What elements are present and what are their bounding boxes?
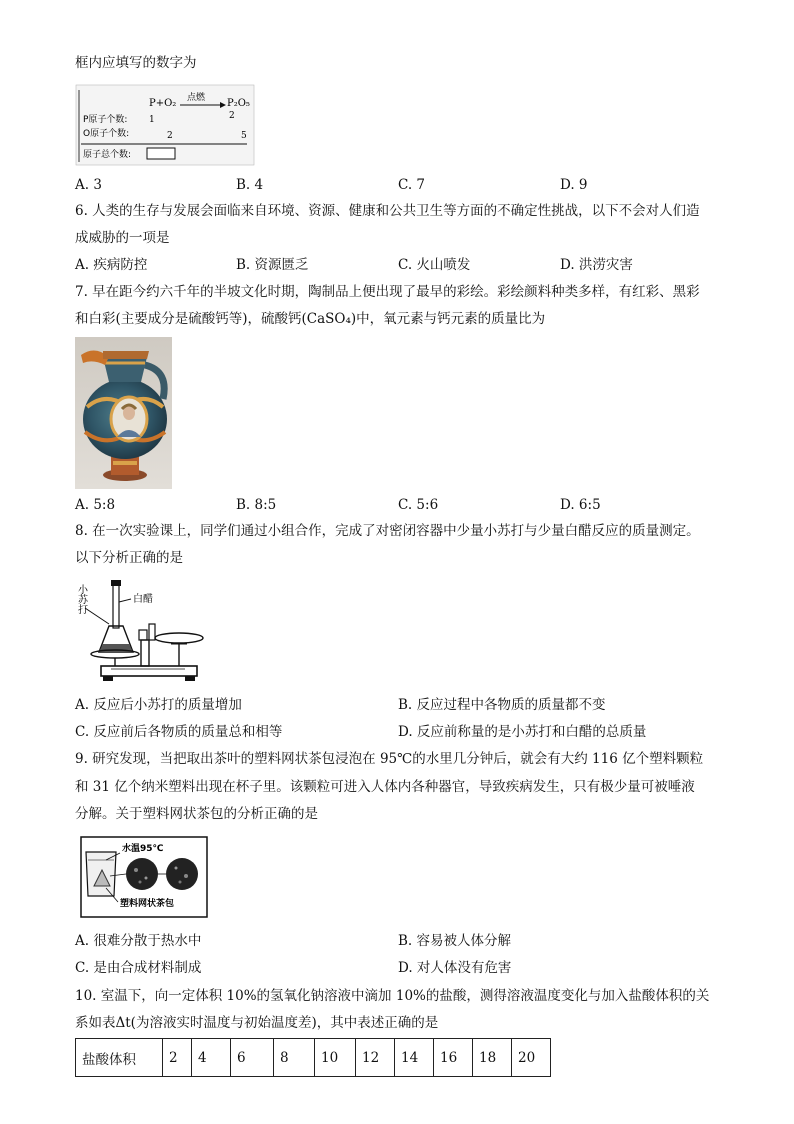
table-cell: 14 xyxy=(395,1039,434,1077)
q9-stem-line3: 分解。关于塑料网状茶包的分析正确的是 xyxy=(75,806,318,822)
q5-option-b: B. 4 xyxy=(236,177,264,193)
q8-stem-line1: 8. 在一次实验课上，同学们通过小组合作，完成了对密闭容器中少量小苏打与少量白醋反应的质量测定。 xyxy=(75,523,700,539)
arrow-label: 点燃 xyxy=(187,93,206,103)
table-cell: 12 xyxy=(356,1039,395,1077)
p-count-right: 2 xyxy=(229,111,235,121)
table-cell: 10 xyxy=(315,1039,356,1077)
acid-volume-table xyxy=(75,1038,551,1077)
q8-option-a: A. 反应后小苏打的质量增加 xyxy=(75,697,242,713)
o-count-label: O原子个数: xyxy=(83,129,130,139)
q6-stem-line1: 6. 人类的生存与发展会面临来自环境、资源、健康和公共卫生等方面的不确定性挑战，以下不会对人们造 xyxy=(75,203,700,219)
tea-bag-figure xyxy=(80,836,208,918)
q5-option-a: A. 3 xyxy=(75,177,102,193)
q8-option-d: D. 反应前称量的是小苏打和白醋的总质量 xyxy=(398,724,647,740)
tea-bag-label: 塑料网状茶包 xyxy=(120,899,175,909)
q6-option-d: D. 洪涝灾害 xyxy=(560,257,633,273)
q6-option-c: C. 火山喷发 xyxy=(398,257,471,273)
reaction-left: P+O₂ xyxy=(149,98,177,109)
table-cell: 20 xyxy=(512,1039,551,1077)
water-temp-label: 水温95℃ xyxy=(122,844,164,854)
q9-stem-line2: 和 31 亿个纳米塑料出现在杯子里。该颗粒可进入人体内各种器官，导致疾病发生，只有极少量可被唾液 xyxy=(75,779,695,795)
q7-option-a: A. 5:8 xyxy=(75,497,116,513)
table-row xyxy=(76,1039,551,1077)
q9-option-d: D. 对人体没有危害 xyxy=(398,960,512,976)
o-count-left: 2 xyxy=(167,131,173,141)
p-count-label: P原子个数: xyxy=(83,115,128,125)
reaction-right: P₂O₅ xyxy=(227,98,250,109)
answer-box xyxy=(147,148,175,159)
q10-stem-line2: 系如表Δt(为溶液实时温度与初始温度差)，其中表述正确的是 xyxy=(75,1015,439,1031)
table-cell: 16 xyxy=(434,1039,473,1077)
particle-micrograph-1 xyxy=(126,858,158,890)
table-header-cell: 盐酸体积 xyxy=(76,1039,163,1077)
q9-option-c: C. 是由合成材料制成 xyxy=(75,960,202,976)
q7-stem-line1: 7. 早在距今约六千年的半坡文化时期，陶制品上便出现了最早的彩绘。彩绘颜料种类多样，有红彩、黑彩 xyxy=(75,284,700,300)
table-cell: 18 xyxy=(473,1039,512,1077)
q9-option-a: A. 很难分散于热水中 xyxy=(75,933,202,949)
q7-option-b: B. 8:5 xyxy=(236,497,277,513)
painted-pottery-jug-image xyxy=(75,337,172,489)
total-count-label: 原子总个数: xyxy=(83,150,132,160)
q7-option-d: D. 6:5 xyxy=(560,497,601,513)
balance-experiment-figure xyxy=(75,578,210,686)
table-cell: 2 xyxy=(163,1039,192,1077)
particle-micrograph-2 xyxy=(166,858,198,890)
q9-option-b: B. 容易被人体分解 xyxy=(398,933,512,949)
q9-stem-line1: 9. 研究发现，当把取出茶叶的塑料网状茶包浸泡在 95℃的水里几分钟后，就会有大约 116 亿个塑料颗粒 xyxy=(75,751,704,767)
p-count-left: 1 xyxy=(149,115,155,125)
q5-option-d: D. 9 xyxy=(560,177,588,193)
q10-stem-line1: 10. 室温下，向一定体积 10%的氢氧化钠溶液中滴加 10%的盐酸，测得溶液温度变化与加入盐酸体积的关 xyxy=(75,988,710,1004)
q8-option-b: B. 反应过程中各物质的质量都不变 xyxy=(398,697,606,713)
vinegar-label: 白醋 xyxy=(133,594,153,605)
table-cell: 8 xyxy=(274,1039,315,1077)
q6-stem-line2: 成威胁的一项是 xyxy=(75,230,170,246)
q7-option-c: C. 5:6 xyxy=(398,497,439,513)
q8-stem-line2: 以下分析正确的是 xyxy=(75,550,183,566)
q5-stem-tail: 框内应填写的数字为 xyxy=(75,55,197,71)
table-cell: 4 xyxy=(192,1039,231,1077)
q7-stem-line2: 和白彩(主要成分是硫酸钙等)，硫酸钙(CaSO₄)中，氧元素与钙元素的质量比为 xyxy=(75,311,546,327)
q5-option-c: C. 7 xyxy=(398,177,426,193)
q5-atom-count-figure xyxy=(75,84,255,166)
q6-option-b: B. 资源匮乏 xyxy=(236,257,309,273)
q8-option-c: C. 反应前后各物质的质量总和相等 xyxy=(75,724,283,740)
baking-soda-label: 小苏打 xyxy=(75,584,87,614)
q6-option-a: A. 疾病防控 xyxy=(75,257,148,273)
table-cell: 6 xyxy=(231,1039,274,1077)
o-count-right: 5 xyxy=(241,131,247,141)
